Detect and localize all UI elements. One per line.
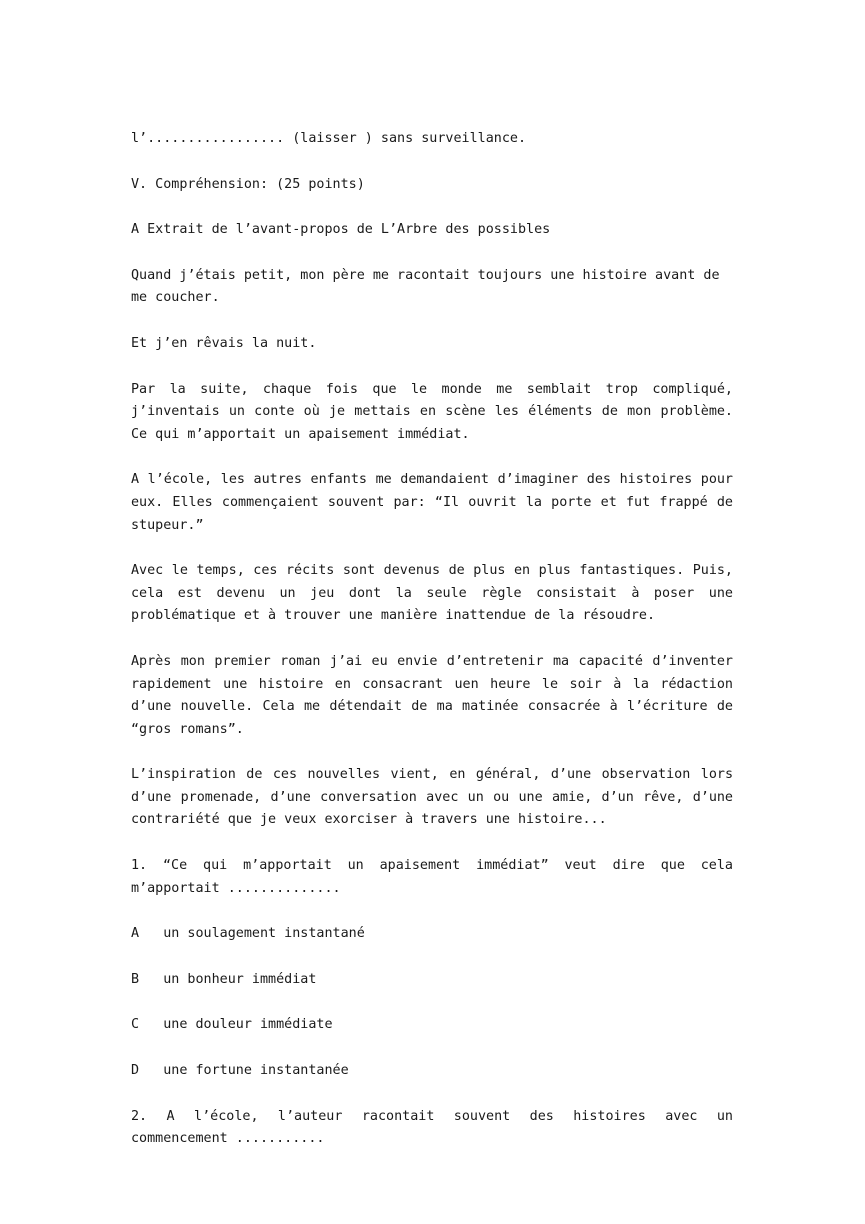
document-page <box>131 128 733 1174</box>
question-1: 1. “Ce qui m’apportait un apaisement immédiat” veut dire que cela m’apportait .............. <box>131 858 733 896</box>
option-b: B un bonheur immédiat <box>131 971 317 987</box>
fill-in-line: l’................. (laisser ) sans surveillance. <box>131 131 527 146</box>
paragraph: L’inspiration de ces nouvelles vient, en général, d’une observation lors d’une promenade, d’une conversation avec un ou une amie, d’un rêve, d’une contrariété que je veux exorciser à travers une histoire... <box>131 767 733 828</box>
paragraph: A l’école, les autres enfants me demandaient d’imaginer des histoires pour eux. Elles commençaient souvent par: “Il ouvrit la porte et fut frappé de stupeur.” <box>131 472 733 533</box>
paragraph: Par la suite, chaque fois que le monde me semblait trop compliqué, j’inventais un conte où je mettais en scène les éléments de mon problème. Ce qui m’apportait un apaisement immédiat. <box>131 381 733 442</box>
option-d: D une fortune instantanée <box>131 1063 349 1079</box>
question-2: 2. A l’école, l’auteur racontait souvent des histoires avec un commencement ........... <box>131 1108 733 1147</box>
option-a: A un soulagement instantané <box>131 926 365 942</box>
paragraph: Avec le temps, ces récits sont devenus de plus en plus fantastiques. Puis, cela est devenu un jeu dont la seule règle consistait à poser une problématique et à trouver une manière inattendue de la résoudre. <box>131 563 733 624</box>
paragraph: Quand j’étais petit, mon père me racontait toujours une histoire avant de me coucher. <box>131 267 720 306</box>
paragraph: Et j’en rêvais la nuit. <box>131 335 317 351</box>
section-heading: V. Compréhension: (25 points) <box>131 176 365 192</box>
option-c: C une douleur immédiate <box>131 1017 333 1033</box>
extract-title: A Extrait de l’avant-propos de L’Arbre des possibles <box>131 222 551 238</box>
paragraph: Après mon premier roman j’ai eu envie d’entretenir ma capacité d’inventer rapidement une histoire en consacrant uen heure le soir à la rédaction d’une nouvelle. Cela me détendait de ma matinée consacrée à l’écriture de “gros romans”. <box>131 653 733 737</box>
